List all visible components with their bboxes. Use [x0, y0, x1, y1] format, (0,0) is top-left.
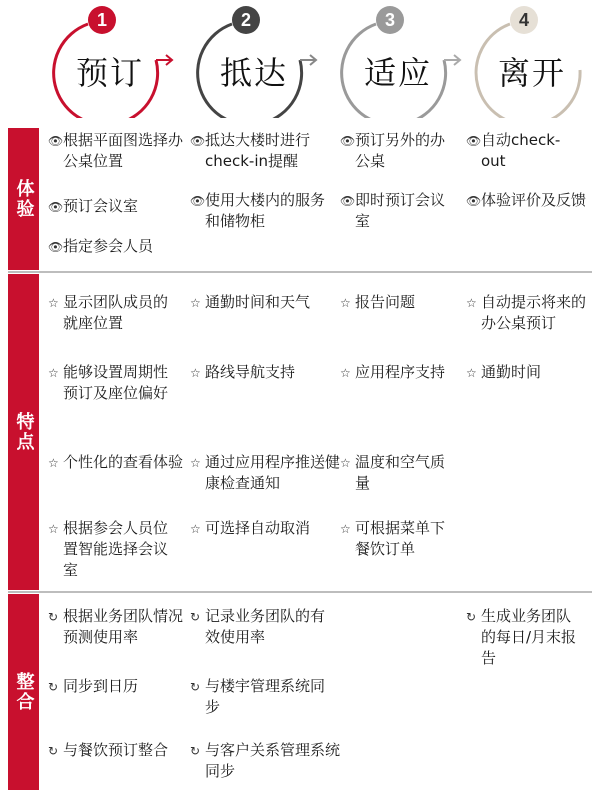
star-icon: ☆ — [190, 296, 201, 310]
list-item: ☆ 可根据菜单下餐饮订单 — [340, 519, 446, 558]
section-label-experience: 体验 — [8, 128, 39, 270]
eye-icon: 👁 — [48, 200, 64, 214]
stage-2 — [192, 0, 322, 118]
sync-icon: ↻ — [48, 744, 59, 758]
sync-icon: ↻ — [190, 744, 201, 758]
list-item: ↻ 同步到日历 — [48, 676, 190, 697]
star-icon: ☆ — [190, 366, 201, 380]
stage-3-number: 3 — [376, 6, 404, 34]
list-item: ☆ 通过应用程序推送健康检查通知 — [190, 453, 341, 492]
star-icon: ☆ — [48, 456, 59, 470]
list-item: ☆ 路线导航支持 — [190, 362, 330, 383]
star-icon: ☆ — [48, 522, 59, 536]
list-item: ☆ 通勤时间和天气 — [190, 292, 310, 313]
stage-1 — [48, 0, 178, 118]
sync-icon: ↻ — [48, 680, 59, 694]
sync-icon: ↻ — [48, 610, 59, 624]
eye-icon: 👁 — [190, 134, 206, 148]
list-item: 👁 指定参会人员 — [48, 236, 186, 257]
star-icon: ☆ — [340, 366, 351, 380]
list-item: ☆ 根据参会人员位置智能选择会议室 — [48, 519, 169, 579]
sync-icon: ↻ — [190, 680, 201, 694]
star-icon: ☆ — [340, 296, 351, 310]
stage-4-title: 离开 — [497, 54, 566, 92]
list-item: ↻ 生成业务团队的每日/月末报告 — [466, 607, 577, 667]
stage-3 — [336, 0, 466, 118]
section-label-integration: 整合 — [8, 594, 39, 790]
eye-icon: 👁 — [466, 194, 482, 208]
divider — [8, 271, 592, 273]
list-item: ↻ 与楼宇管理系统同步 — [190, 677, 326, 716]
star-icon: ☆ — [466, 366, 477, 380]
list-item: ↻ 与餐饮预订整合 — [48, 740, 176, 761]
eye-icon: 👁 — [48, 240, 64, 254]
sync-icon: ↻ — [190, 610, 201, 624]
eye-icon: 👁 — [190, 194, 206, 208]
list-item: ☆ 显示团队成员的就座位置 — [48, 293, 169, 332]
eye-icon: 👁 — [340, 194, 356, 208]
list-item: ☆ 可选择自动取消 — [190, 518, 340, 539]
stage-3-title: 适应 — [363, 54, 432, 92]
list-item: 👁 使用大楼内的服务和储物柜 — [190, 191, 326, 230]
list-item: ↻ 与客户关系管理系统同步 — [190, 741, 341, 780]
eye-icon: 👁 — [340, 134, 356, 148]
star-icon: ☆ — [340, 522, 351, 536]
sync-icon: ↻ — [466, 610, 477, 624]
list-item: 👁 预订会议室 — [48, 196, 186, 217]
list-item: 👁 预订另外的办公桌 — [340, 131, 446, 170]
list-item: 👁 抵达大楼时进行check-in提醒 — [190, 131, 311, 170]
stage-1-title: 预订 — [75, 54, 144, 92]
list-item: 👁 根据平面图选择办公桌位置 — [48, 131, 184, 170]
list-item: ☆ 自动提示将来的办公桌预订 — [466, 293, 587, 332]
divider — [8, 591, 592, 593]
stage-4-number: 4 — [510, 6, 538, 34]
list-item: ☆ 能够设置周期性预订及座位偏好 — [48, 363, 169, 402]
stage-2-number: 2 — [232, 6, 260, 34]
list-item: ☆ 报告问题 — [340, 292, 458, 313]
stage-2-title: 抵达 — [219, 54, 288, 92]
stage-1-number: 1 — [88, 6, 116, 34]
list-item: 👁 即时预订会议室 — [340, 191, 446, 230]
list-item: ☆ 温度和空气质量 — [340, 453, 446, 492]
list-item: ↻ 根据业务团队情况预测使用率 — [48, 607, 184, 646]
list-item: ↻ 记录业务团队的有效使用率 — [190, 607, 326, 646]
list-item: ☆ 通勤时间 — [466, 362, 586, 383]
eye-icon: 👁 — [466, 134, 482, 148]
section-label-features: 特点 — [8, 274, 39, 590]
star-icon: ☆ — [48, 366, 59, 380]
stage-4 — [470, 0, 600, 118]
star-icon: ☆ — [466, 296, 477, 310]
eye-icon: 👁 — [48, 134, 64, 148]
star-icon: ☆ — [190, 456, 201, 470]
list-item: 👁 自动check-out — [466, 131, 561, 170]
list-item: 👁 体验评价及反馈 — [466, 190, 586, 211]
star-icon: ☆ — [48, 296, 59, 310]
star-icon: ☆ — [190, 522, 201, 536]
list-item: ☆ 应用程序支持 — [340, 362, 458, 383]
list-item: ☆ 个性化的查看体验 — [48, 452, 186, 473]
star-icon: ☆ — [340, 456, 351, 470]
